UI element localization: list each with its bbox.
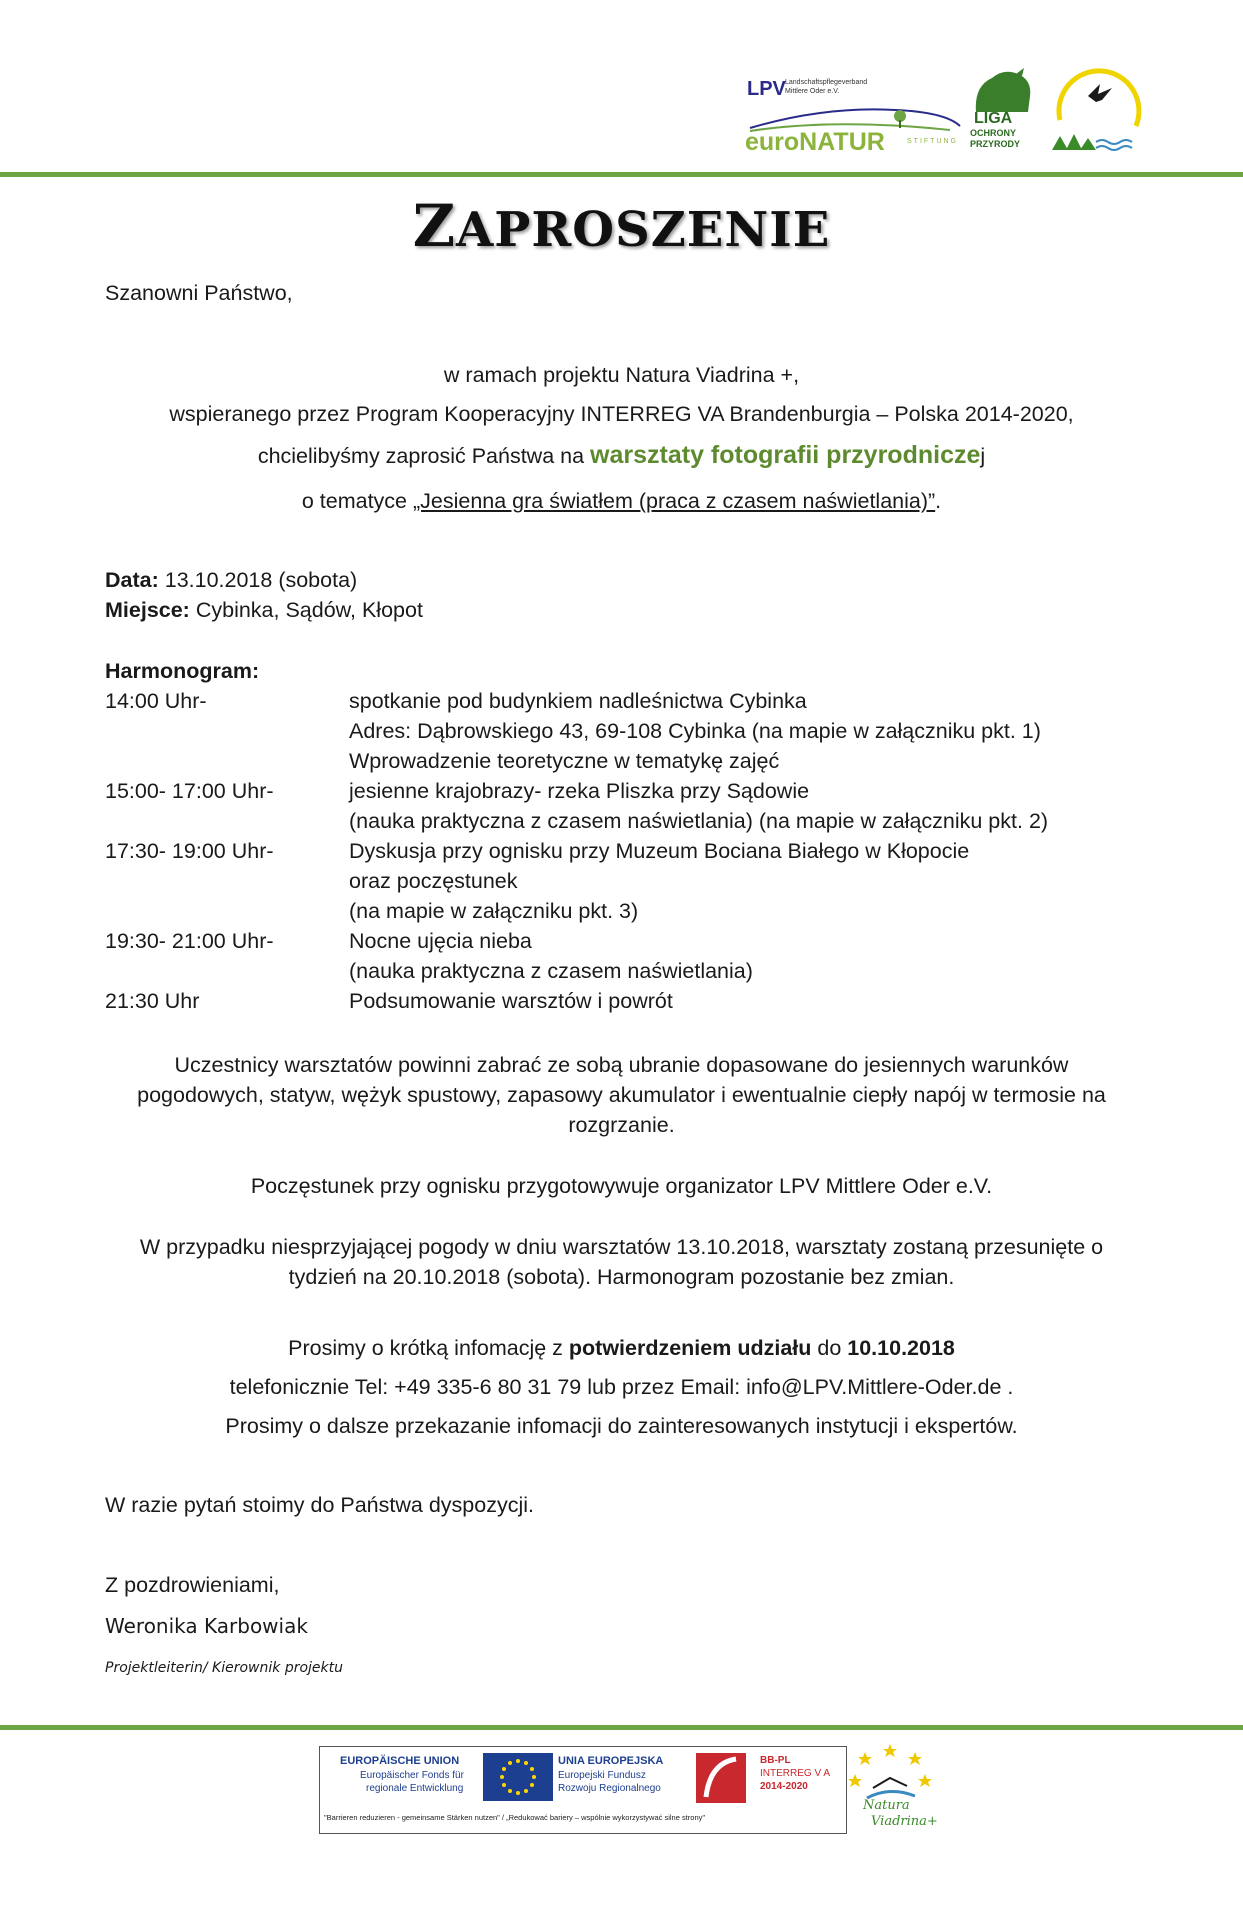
intro-line-4-pre: o tematyce: [301, 489, 413, 513]
bring-line-2: pogodowych, statyw, wężyk spustowy, zapasowy akumulator i ewentualnie ciepły napój w termosie na: [137, 1083, 1106, 1107]
catering-line: Poczęstunek przy ognisku przygotowywuje organizator LPV Mittlere Oder e.V.: [250, 1174, 993, 1198]
bottom-divider: [0, 1725, 1243, 1730]
natura-viadrina-logo: [845, 1742, 938, 1836]
eagle-logo-icon: [1040, 62, 1146, 158]
schedule-description: (nauka praktyczna z czasem naświetlania) (na mapie w załączniku pkt. 2): [349, 809, 1049, 833]
intro-line-2: wspieranego przez Program Kooperacyjny INTERREG VA Brandenburgia – Polska 2014-2020,: [169, 402, 1074, 426]
page-title-rest: APROSZENIE: [456, 202, 831, 258]
regards-line: Z pozdrowieniami,: [105, 1573, 280, 1597]
schedule-description: oraz poczęstunek: [349, 869, 518, 893]
liga-text3: PRZYRODY: [970, 139, 1021, 149]
euronatur-text: euroNATUR: [745, 128, 885, 156]
schedule-description: Adres: Dąbrowskiego 43, 69-108 Cybinka (na mapie w załączniku pkt. 1): [349, 719, 1041, 743]
date-value: 13.10.2018 (sobota): [158, 568, 358, 592]
schedule-time: 21:30 Uhr: [105, 989, 200, 1013]
eu-pl-2: Europejski Fundusz: [558, 1770, 646, 1781]
footer-eu-banner: [319, 1746, 847, 1834]
intro-line-1: w ramach projektu Natura Viadrina +,: [443, 363, 800, 387]
schedule-time: 19:30- 21:00 Uhr-: [105, 929, 274, 953]
eu-pl-3: Rozwoju Regionalnego: [558, 1783, 661, 1794]
signer-role: Projektleiterin/ Kierownik projektu: [105, 1660, 343, 1676]
eu-de-3: regionale Entwicklung: [366, 1783, 464, 1794]
schedule-description: spotkanie pod budynkiem nadleśnictwa Cybinka: [349, 689, 807, 713]
eu-de-1: EUROPÄISCHE UNION: [340, 1755, 460, 1767]
schedule-heading-text: Harmonogram:: [105, 659, 260, 683]
intro-line-3-pre: chcielibyśmy zaprosić Państwa na: [257, 444, 591, 468]
lpv-sub1: Landschaftspflegeverband: [785, 79, 868, 86]
workshop-topic: „Jesienna gra światłem (praca z czasem naświetlania)”: [412, 489, 936, 513]
bison-icon: [970, 66, 1036, 116]
stars-stork-icon: [845, 1742, 935, 1804]
euronatur-sub: STIFTUNG: [907, 138, 958, 145]
lpv-text: LPV: [747, 78, 786, 100]
eu-pl-1: UNIA EUROPEJSKA: [558, 1755, 664, 1767]
date-line: [105, 565, 357, 595]
questions-line: W razie pytań stoimy do Państwa dyspozycji.: [105, 1493, 534, 1517]
intro-line-3-post: j: [980, 444, 986, 468]
confirm-bold: potwierdzeniem udziału: [568, 1336, 812, 1360]
schedule-description: (na mapie w załączniku pkt. 3): [349, 899, 639, 923]
intro-line-4-post: .: [935, 489, 942, 513]
bring-line-1: Uczestnicy warsztatów powinni zabrać ze sobą ubranie dopasowane do jesiennych warunków: [174, 1053, 1069, 1077]
bbpl-1: BB-PL: [760, 1755, 791, 1766]
liga-text: LIGA: [974, 110, 1013, 127]
date-label: Data:: [105, 568, 159, 592]
natura-text-1: Natura: [863, 1798, 910, 1813]
eu-de-2: Europäischer Fonds für: [360, 1770, 464, 1781]
place-value: Cybinka, Sądów, Kłopot: [189, 598, 423, 622]
schedule-time: 15:00- 17:00 Uhr-: [105, 779, 274, 803]
intro-line-4: [0, 486, 1243, 516]
schedule-description: Wprowadzenie teoretyczne w tematykę zajęć: [349, 749, 780, 773]
eu-flag-icon: [483, 1753, 553, 1801]
page-title: [0, 192, 1243, 260]
top-divider: [0, 172, 1243, 177]
weather-line-2: tydzień na 20.10.2018 (sobota). Harmonogram pozostanie bez zmian.: [288, 1265, 955, 1289]
place-line: [105, 595, 423, 625]
signer-name: Weronika Karbowiak: [105, 1614, 308, 1638]
schedule-heading: [105, 656, 259, 686]
liga-logo: [968, 66, 1038, 152]
natura-text-2: Viadrina+: [871, 1814, 938, 1829]
weather-line-1: W przypadku niesprzyjającej pogody w dniu warsztatów 13.10.2018, warsztaty zostaną przesunięte o: [139, 1235, 1104, 1259]
forward-line: Prosimy o dalsze przekazanie infomacji do zainteresowanych instytucji i ekspertów.: [225, 1414, 1018, 1438]
confirm-mid: do: [811, 1336, 848, 1360]
confirm-line: [0, 1333, 1243, 1363]
bbpl-2: INTERREG V A: [760, 1768, 831, 1779]
liga-text2: OCHRONY: [970, 128, 1017, 138]
workshop-highlight: warsztaty fotografii przyrodnicze: [590, 441, 981, 469]
schedule-time: 17:30- 19:00 Uhr-: [105, 839, 274, 863]
contact-line: telefonicznie Tel: +49 335-6 80 31 79 lub przez Email: info@LPV.Mittlere-Oder.de .: [229, 1375, 1014, 1399]
confirm-pre: Prosimy o krótką infomację z: [288, 1336, 569, 1360]
page-title-initial: Z: [412, 192, 457, 260]
lpv-sub2: Mittlere Oder e.V.: [785, 88, 840, 95]
intro-line-3: [0, 440, 1243, 470]
schedule-description: Podsumowanie warsztów i powrót: [349, 989, 673, 1013]
schedule-description: jesienne krajobrazy- rzeka Pliszka przy Sądowie: [349, 779, 810, 803]
place-label: Miejsce:: [105, 598, 190, 622]
schedule-description: Dyskusja przy ognisku przy Muzeum Bociana Białego w Kłopocie: [349, 839, 970, 863]
confirm-date: 10.10.2018: [847, 1336, 955, 1360]
interreg-red-icon: [696, 1753, 746, 1803]
greeting: Szanowni Państwo,: [105, 281, 293, 305]
schedule-description: (nauka praktyczna z czasem naświetlania): [349, 959, 753, 983]
footer-slogan: "Barrieren reduzieren - gemeinsame Stärken nutzen" / „Redukować bariery – wspólnie wykorzystywać silne strony": [324, 1813, 706, 1822]
bbpl-3: 2014-2020: [760, 1781, 808, 1792]
lpv-logo: [745, 76, 965, 156]
schedule-time: 14:00 Uhr-: [105, 689, 207, 713]
schedule-description: Nocne ujęcia nieba: [349, 929, 532, 953]
bring-line-3: rozgrzanie.: [568, 1113, 675, 1137]
